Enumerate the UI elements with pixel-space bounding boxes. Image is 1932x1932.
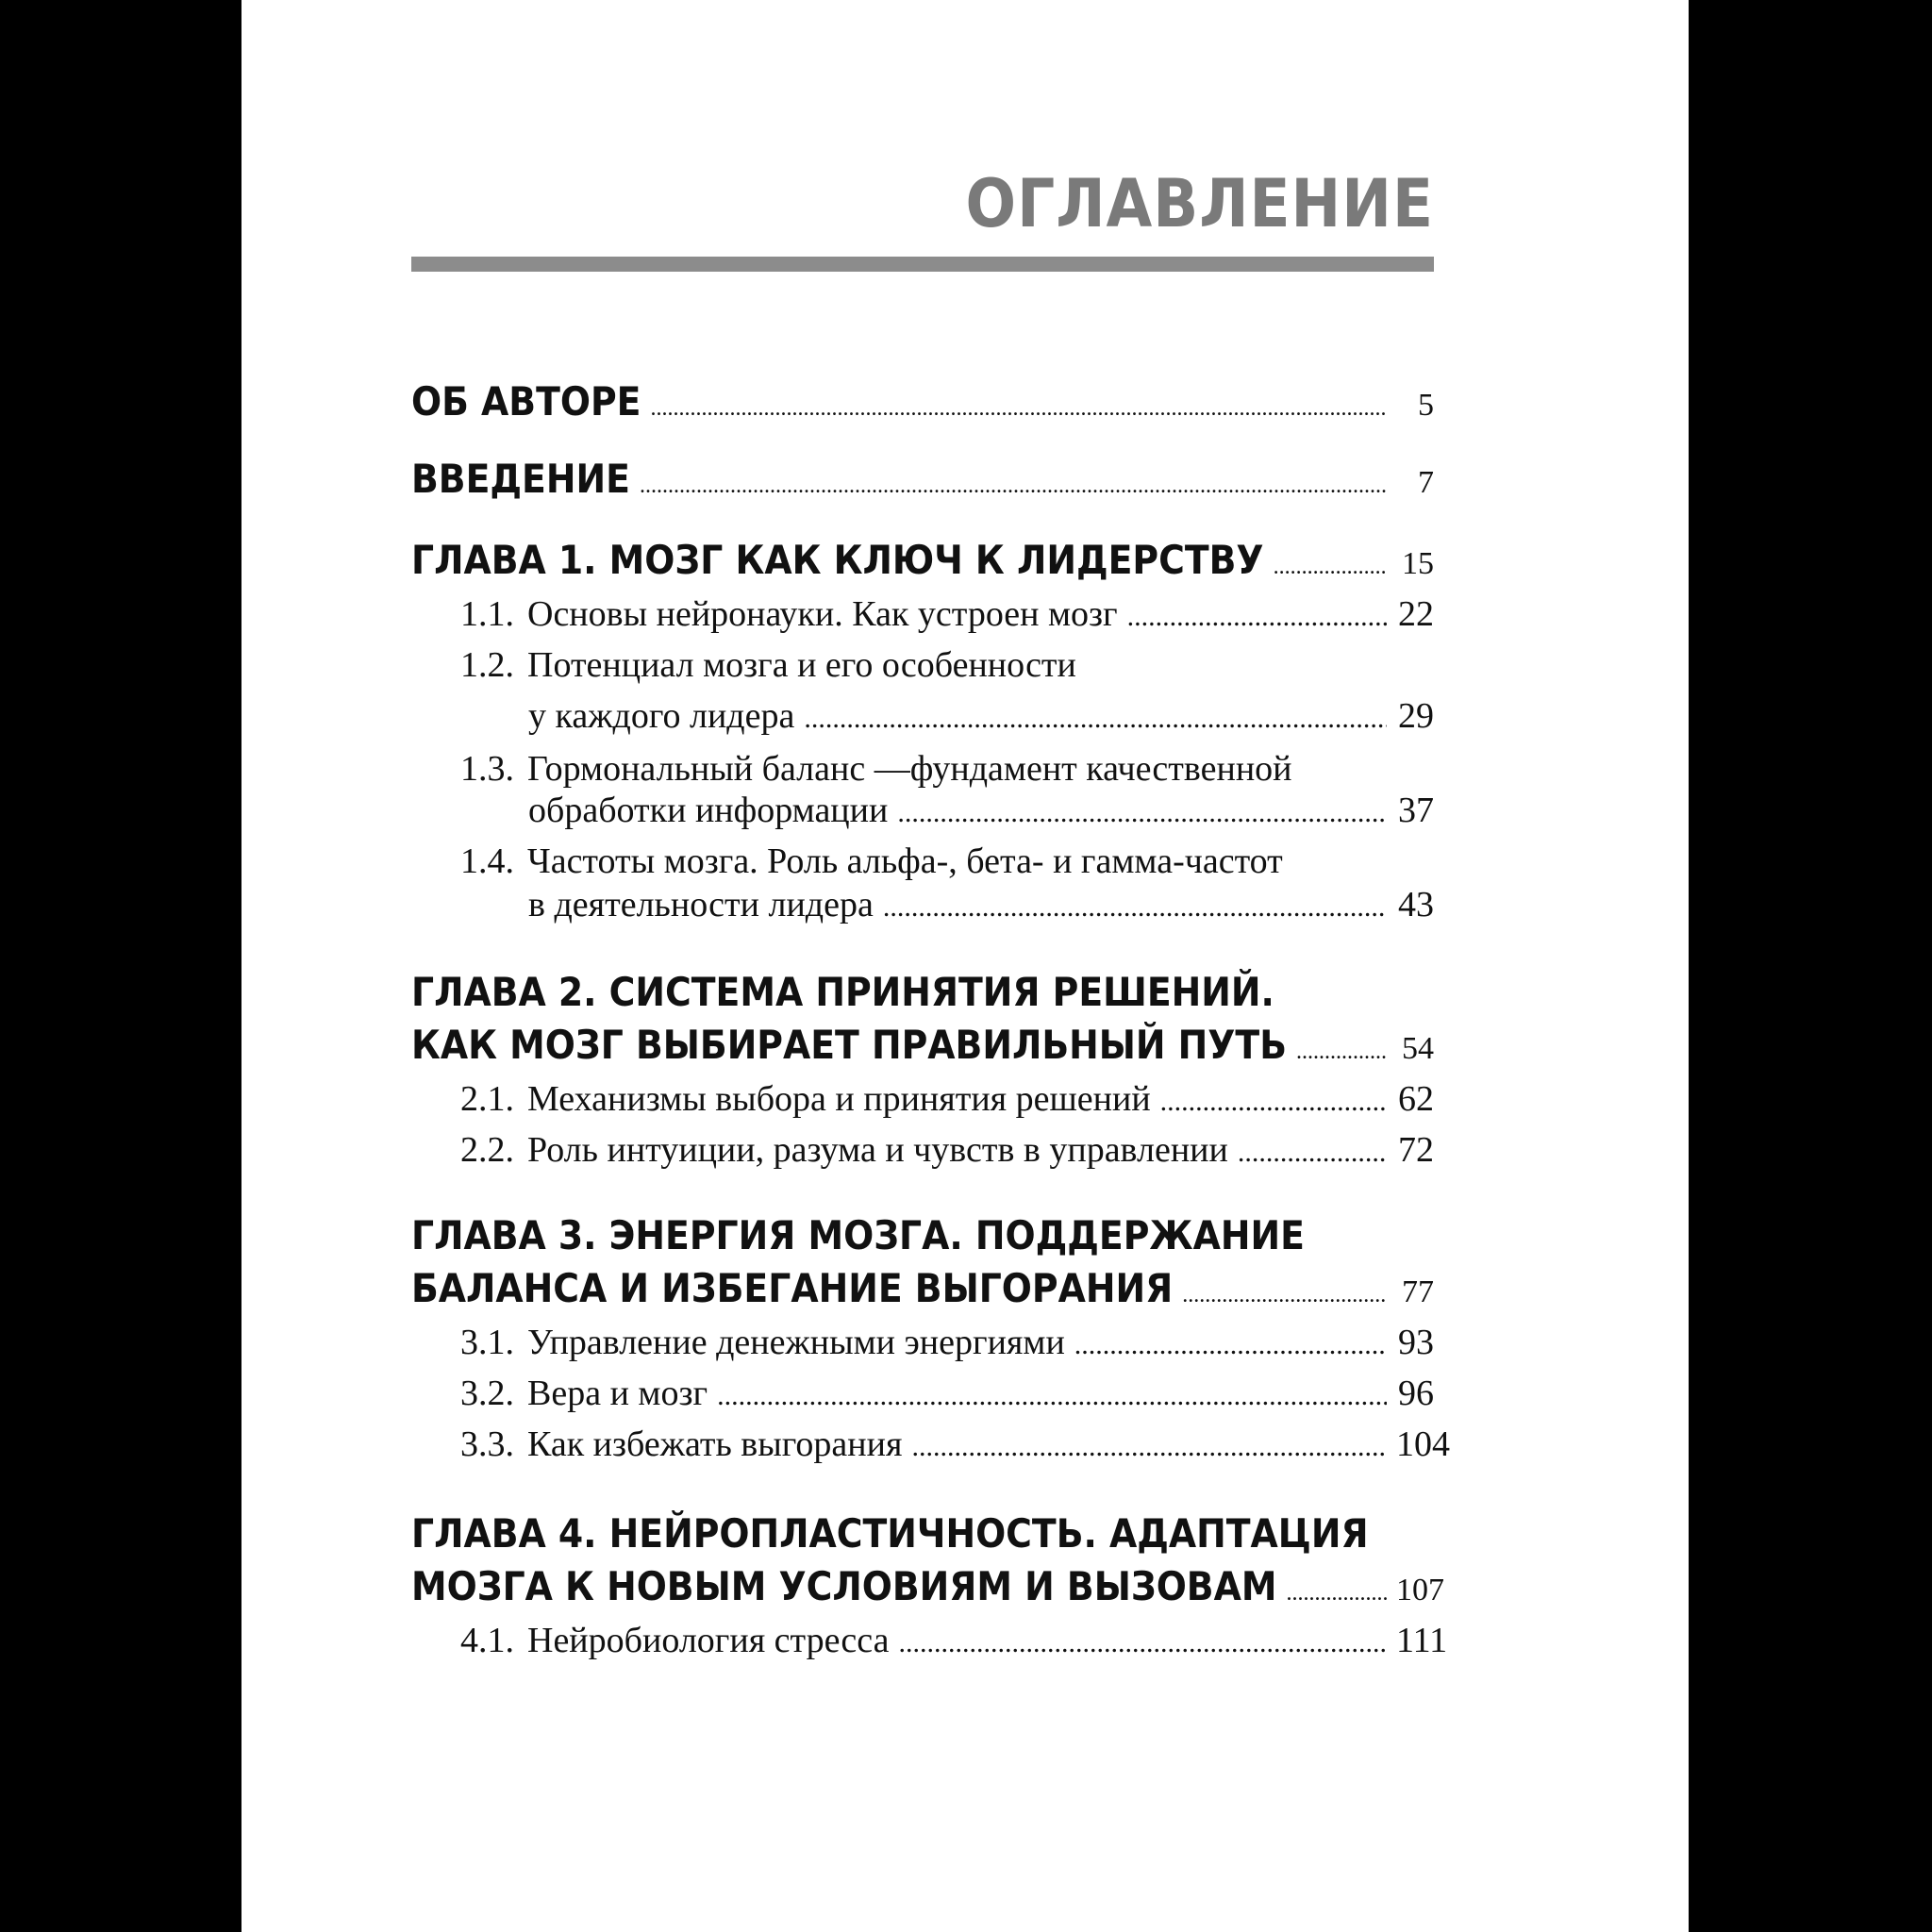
toc-section-4-1[interactable] (460, 1617, 1448, 1667)
toc-page-number: 29 (1398, 696, 1434, 736)
section-number: 1.1. (460, 594, 514, 634)
page-title: ОГЛАВЛЕНИЕ (965, 165, 1434, 242)
section-title: Нейробиология стресса (527, 1621, 890, 1660)
leader-dots (899, 1620, 1388, 1667)
leader-dots (1274, 542, 1387, 591)
leader-dots (1296, 1027, 1387, 1076)
toc-section-1-3-line1[interactable] (460, 745, 1292, 792)
section-number: 3.2. (460, 1374, 514, 1413)
section-title: Механизмы выбора и принятия решений (527, 1079, 1151, 1119)
section-number: 3.3. (460, 1424, 514, 1464)
toc-page-number: 77 (1402, 1274, 1434, 1309)
toc-page-number: 43 (1398, 885, 1434, 924)
leader-dots (897, 790, 1387, 837)
section-title: Гормональный баланс —фундамент качественной (527, 749, 1292, 789)
toc-page-number: 93 (1398, 1323, 1434, 1362)
toc-entry-intro[interactable] (411, 455, 1434, 510)
toc-chapter-3-line1[interactable]: ГЛАВА 3. ЭНЕРГИЯ МОЗГА. ПОДДЕРЖАНИЕ (411, 1212, 1305, 1258)
leader-dots (1160, 1078, 1387, 1125)
section-number: 2.2. (460, 1130, 514, 1170)
leader-dots (1238, 1129, 1387, 1176)
leader-dots (883, 884, 1387, 931)
toc-entry-about[interactable] (411, 377, 1434, 433)
toc-chapter-1[interactable] (411, 536, 1434, 591)
section-number: 1.2. (460, 645, 514, 685)
section-title: Вера и мозг (527, 1374, 708, 1413)
toc-label: ВВЕДЕНИЕ (411, 456, 630, 502)
toc-page-number: 54 (1402, 1031, 1434, 1066)
toc-chapter-4-line1[interactable]: ГЛАВА 4. НЕЙРОПЛАСТИЧНОСТЬ. АДАПТАЦИЯ (411, 1510, 1369, 1557)
section-title: Потенциал мозга и его особенности (527, 645, 1076, 685)
chapter-title: МОЗГА К НОВЫМ УСЛОВИЯМ И ВЫЗОВАМ (411, 1563, 1277, 1609)
leader-dots (651, 384, 1388, 433)
toc-page-number: 7 (1418, 465, 1434, 500)
toc-section-1-2-line1[interactable] (460, 641, 1076, 689)
section-title-cont: обработки информации (528, 791, 889, 830)
chapter-title: ГЛАВА 1. МОЗГ КАК КЛЮЧ К ЛИДЕРСТВУ (411, 537, 1264, 583)
section-number: 3.1. (460, 1323, 514, 1362)
leader-dots (1286, 1569, 1387, 1618)
toc-page-number: 96 (1398, 1374, 1434, 1413)
section-title-cont: у каждого лидера (528, 696, 795, 736)
toc-section-1-4-line1[interactable] (460, 838, 1283, 885)
toc-chapter-4[interactable] (411, 1562, 1444, 1618)
leader-dots (640, 461, 1387, 510)
toc-page-number: 37 (1398, 791, 1434, 830)
toc-section-3-1[interactable] (460, 1319, 1434, 1369)
toc-section-3-3[interactable] (460, 1421, 1450, 1471)
section-number: 2.1. (460, 1079, 514, 1119)
leader-dots (1182, 1271, 1387, 1320)
toc-chapter-3[interactable] (411, 1264, 1434, 1320)
toc-page-number: 111 (1396, 1621, 1448, 1660)
toc-section-1-3[interactable] (528, 787, 1434, 837)
toc-page-number: 5 (1418, 388, 1434, 423)
section-number: 1.4. (460, 841, 514, 881)
toc-section-2-2[interactable] (460, 1126, 1434, 1176)
leader-dots (717, 1373, 1387, 1420)
toc-section-1-1[interactable] (460, 591, 1434, 641)
toc-page-number: 62 (1398, 1079, 1434, 1119)
toc-page-number: 72 (1398, 1130, 1434, 1170)
leader-dots (804, 695, 1387, 742)
title-rule (411, 257, 1434, 272)
leader-dots (1074, 1322, 1387, 1369)
leader-dots (911, 1424, 1387, 1471)
section-title: Как избежать выгорания (527, 1424, 903, 1464)
toc-section-3-2[interactable] (460, 1370, 1434, 1420)
section-number: 4.1. (460, 1621, 514, 1660)
section-title-cont: в деятельности лидера (528, 885, 874, 924)
toc-label: ОБ АВТОРЕ (411, 378, 641, 425)
toc-chapter-2-line1[interactable]: ГЛАВА 2. СИСТЕМА ПРИНЯТИЯ РЕШЕНИЙ. (411, 969, 1274, 1015)
toc-page-number: 107 (1396, 1573, 1444, 1607)
toc-section-2-1[interactable] (460, 1075, 1434, 1125)
toc-page-number: 104 (1396, 1424, 1450, 1464)
section-title: Управление денежными энергиями (527, 1323, 1065, 1362)
leader-dots (1127, 593, 1387, 641)
chapter-title: БАЛАНСА И ИЗБЕГАНИЕ ВЫГОРАНИЯ (411, 1265, 1174, 1311)
toc-page-number: 15 (1402, 546, 1434, 581)
chapter-title: КАК МОЗГ ВЫБИРАЕТ ПРАВИЛЬНЫЙ ПУТЬ (411, 1022, 1287, 1068)
section-title: Основы нейронауки. Как устроен мозг (527, 594, 1118, 634)
toc-section-1-4[interactable] (528, 881, 1434, 931)
toc-page-number: 22 (1398, 594, 1434, 634)
toc-chapter-2[interactable] (411, 1021, 1434, 1076)
section-title: Частоты мозга. Роль альфа-, бета- и гамма-частот (527, 841, 1283, 881)
toc-section-1-2[interactable] (528, 692, 1434, 742)
section-number: 1.3. (460, 749, 514, 789)
section-title: Роль интуиции, разума и чувств в управлении (527, 1130, 1228, 1170)
